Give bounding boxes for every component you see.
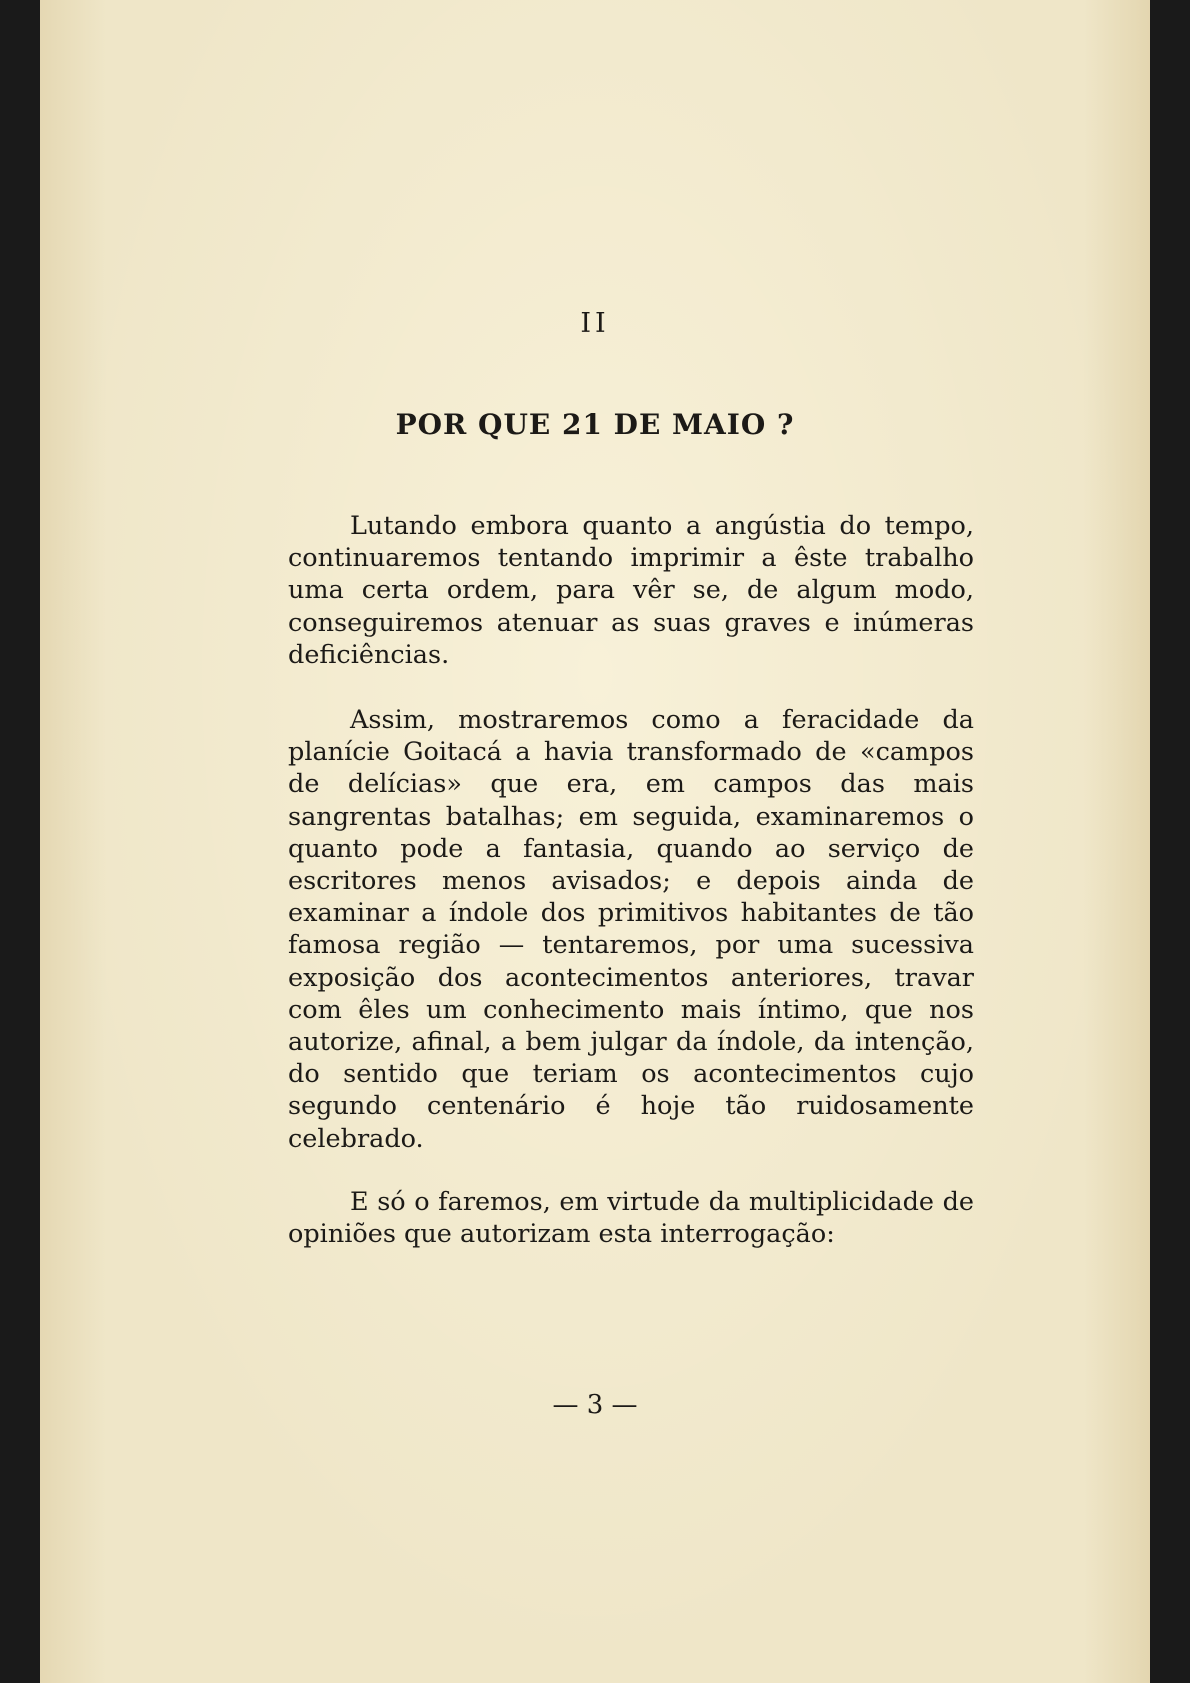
- chapter-title: POR QUE 21 DE MAIO ?: [395, 408, 795, 441]
- book-page: [40, 0, 1150, 1683]
- page-number: — 3 —: [552, 1390, 638, 1420]
- paragraph-2: Assim, mostraremos como a feracidade da planície Goitacá a havia transformado de «campos de delícias» que era, em campos das mais sangrentas batalhas; em seguida, examinaremos o quanto pode a fantasia, quando ao serviço de escritores menos avisados; e depois ainda de examinar a índole dos primitivos habitantes de tão famosa região — tentaremos, por uma sucessiva exposição dos acontecimentos anteriores, travar com êles um conhecimento mais íntimo, que nos autorize, afinal, a bem julgar da índole, da intenção, do sentido que teriam os acontecimentos cujo segundo centenário é hoje tão ruidosamente celebrado.: [288, 705, 974, 1154]
- paragraph-3: E só o faremos, em virtude da multiplicidade de opiniões que autorizam esta interrogação:: [288, 1186, 974, 1250]
- chapter-number: II: [580, 308, 610, 339]
- body-text: [288, 510, 974, 1250]
- paragraph-1: Lutando embora quanto a angústia do tempo, continuaremos tentando imprimir a êste trabalho uma certa ordem, para vêr se, de algum modo, conseguiremos atenuar as suas graves e inúmeras deficiências.: [288, 511, 974, 670]
